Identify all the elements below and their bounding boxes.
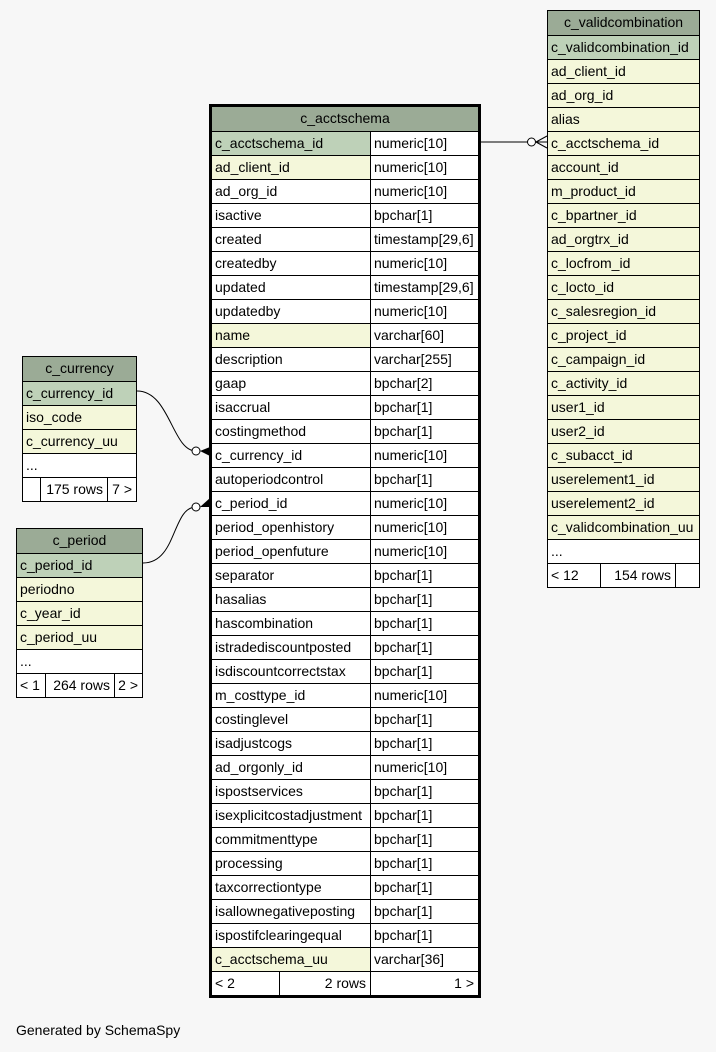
column-name: c_period_uu: [20, 629, 98, 645]
column-row[interactable]: [548, 539, 699, 563]
column-row[interactable]: [212, 563, 478, 587]
column-row[interactable]: [212, 179, 478, 203]
column-name: c_currency_id: [26, 385, 114, 401]
column-name: c_locfrom_id: [551, 255, 631, 271]
column-row[interactable]: [23, 381, 136, 405]
column-type: numeric[10]: [370, 156, 478, 179]
column-name: createdby: [215, 255, 277, 271]
column-name: ad_client_id: [215, 159, 290, 175]
table-footer: [212, 971, 478, 995]
column-name: istradediscountposted: [215, 639, 352, 655]
column-name: c_project_id: [551, 327, 627, 343]
column-row[interactable]: [548, 347, 699, 371]
column-name: userelement1_id: [551, 471, 655, 487]
row-count: 2 rows: [279, 972, 370, 995]
column-name: c_locto_id: [551, 279, 615, 295]
column-row[interactable]: [212, 731, 478, 755]
column-type: bpchar[1]: [370, 708, 478, 731]
column-name: account_id: [551, 159, 619, 175]
column-name: ...: [551, 543, 563, 559]
column-type: bpchar[1]: [370, 588, 478, 611]
table-header[interactable]: [17, 529, 142, 553]
column-name: name: [215, 327, 251, 343]
column-row[interactable]: [17, 577, 142, 601]
column-row[interactable]: [548, 227, 699, 251]
column-name: c_period_id: [20, 557, 93, 573]
column-row[interactable]: [212, 467, 478, 491]
column-type: numeric[10]: [370, 180, 478, 203]
column-row[interactable]: [212, 299, 478, 323]
column-type: bpchar[1]: [370, 396, 478, 419]
column-name: m_product_id: [551, 183, 636, 199]
column-name: separator: [215, 567, 275, 583]
column-row[interactable]: [212, 347, 478, 371]
column-name: processing: [215, 855, 283, 871]
fk-validcombination-acctschema-end-circle: [528, 138, 536, 146]
column-type: bpchar[1]: [370, 612, 478, 635]
column-name: description: [215, 351, 283, 367]
table-footer: [23, 477, 136, 501]
column-row[interactable]: [548, 395, 699, 419]
column-type: bpchar[1]: [370, 924, 478, 947]
column-row[interactable]: [212, 539, 478, 563]
column-name: period_openfuture: [215, 543, 329, 559]
row-count: 264 rows: [45, 674, 114, 697]
column-type: numeric[10]: [370, 444, 478, 467]
table-title: c_validcombination: [563, 14, 684, 30]
fk-acctschema-currency: [137, 391, 196, 451]
column-row[interactable]: [212, 923, 478, 947]
table-header[interactable]: [23, 357, 136, 381]
fk-acctschema-currency-end-circle: [192, 447, 200, 455]
column-type: numeric[10]: [370, 492, 478, 515]
table-c-acctschema[interactable]: [209, 104, 481, 998]
table-c-currency[interactable]: [22, 356, 137, 502]
column-list: [23, 381, 136, 477]
column-type: bpchar[1]: [370, 828, 478, 851]
children-link[interactable]: 1 >: [370, 972, 478, 995]
column-row[interactable]: [17, 553, 142, 577]
column-row[interactable]: [212, 155, 478, 179]
table-title: c_currency: [45, 360, 114, 376]
column-name: userelement2_id: [551, 495, 655, 511]
column-row[interactable]: [23, 429, 136, 453]
column-name: m_costtype_id: [215, 687, 306, 703]
column-row[interactable]: [212, 275, 478, 299]
row-count: 154 rows: [600, 564, 675, 587]
column-name: isdiscountcorrectstax: [215, 663, 346, 679]
table-c-validcombination[interactable]: [547, 10, 700, 588]
column-name: gaap: [215, 375, 247, 391]
table-title: c_period: [52, 532, 107, 548]
column-row[interactable]: [212, 419, 478, 443]
table-title: c_acctschema: [300, 110, 390, 126]
column-name: ...: [20, 653, 32, 669]
column-row[interactable]: [548, 323, 699, 347]
column-name: isadjustcogs: [215, 735, 293, 751]
column-row[interactable]: [212, 779, 478, 803]
parents-link[interactable]: < 12: [551, 567, 579, 583]
table-header[interactable]: [212, 107, 478, 131]
column-name: c_acctschema_uu: [215, 951, 328, 967]
column-row[interactable]: [212, 899, 478, 923]
column-row[interactable]: [212, 203, 478, 227]
column-name: c_currency_uu: [26, 433, 118, 449]
column-name: costinglevel: [215, 711, 289, 727]
column-row[interactable]: [23, 405, 136, 429]
column-type: bpchar[1]: [370, 804, 478, 827]
column-name: alias: [551, 111, 580, 127]
column-name: ...: [26, 457, 38, 473]
column-row[interactable]: [548, 107, 699, 131]
column-name: commitmenttype: [215, 831, 318, 847]
table-footer: [548, 563, 699, 587]
column-name: ad_client_id: [551, 63, 626, 79]
column-type: numeric[10]: [370, 516, 478, 539]
column-type: bpchar[1]: [370, 900, 478, 923]
column-row[interactable]: [212, 323, 478, 347]
column-row[interactable]: [548, 251, 699, 275]
column-name: c_acctschema_id: [215, 135, 324, 151]
column-name: costingmethod: [215, 423, 307, 439]
table-c-period[interactable]: [16, 528, 143, 698]
column-row[interactable]: [212, 491, 478, 515]
column-type: numeric[10]: [370, 300, 478, 323]
column-name: created: [215, 231, 262, 247]
column-list: [17, 553, 142, 673]
column-name: autoperiodcontrol: [215, 471, 324, 487]
column-type: varchar[60]: [370, 324, 478, 347]
column-row[interactable]: [212, 755, 478, 779]
column-row[interactable]: [548, 419, 699, 443]
column-type: bpchar[1]: [370, 420, 478, 443]
parents-link[interactable]: < 1: [20, 677, 40, 693]
column-type: bpchar[1]: [370, 732, 478, 755]
column-row[interactable]: [212, 803, 478, 827]
column-type: numeric[10]: [370, 756, 478, 779]
column-name: ad_org_id: [551, 87, 614, 103]
column-name: updatedby: [215, 303, 281, 319]
column-name: c_validcombination_id: [551, 39, 689, 55]
column-name: ad_orgtrx_id: [551, 231, 629, 247]
column-type: bpchar[1]: [370, 636, 478, 659]
column-type: varchar[36]: [370, 948, 478, 971]
column-name: isexplicitcostadjustment: [215, 807, 363, 823]
column-row[interactable]: [212, 587, 478, 611]
column-row[interactable]: [212, 635, 478, 659]
column-name: ad_org_id: [215, 183, 278, 199]
column-name: user2_id: [551, 423, 605, 439]
column-type: bpchar[1]: [370, 468, 478, 491]
column-type: varchar[255]: [370, 348, 478, 371]
column-row[interactable]: [548, 179, 699, 203]
column-name: c_period_id: [215, 495, 288, 511]
fk-acctschema-period: [143, 507, 196, 563]
parents-link[interactable]: [23, 478, 40, 501]
column-name: user1_id: [551, 399, 605, 415]
table-footer: [17, 673, 142, 697]
column-row[interactable]: [548, 275, 699, 299]
column-name: isaccrual: [215, 399, 271, 415]
parents-link[interactable]: < 2: [215, 975, 235, 991]
column-type: numeric[10]: [370, 684, 478, 707]
column-name: iso_code: [26, 409, 83, 425]
column-row[interactable]: [212, 827, 478, 851]
column-type: numeric[10]: [370, 252, 478, 275]
column-row[interactable]: [548, 83, 699, 107]
column-name: hasalias: [215, 591, 267, 607]
column-list: [212, 131, 478, 971]
column-row[interactable]: [212, 131, 478, 155]
column-row[interactable]: [548, 467, 699, 491]
column-row[interactable]: [548, 299, 699, 323]
column-name: c_validcombination_uu: [551, 519, 694, 535]
column-name: hascombination: [215, 615, 314, 631]
children-link[interactable]: 7 >: [107, 478, 136, 501]
table-header[interactable]: [548, 11, 699, 35]
column-row[interactable]: [17, 649, 142, 673]
column-row[interactable]: [212, 515, 478, 539]
column-row[interactable]: [548, 203, 699, 227]
column-row[interactable]: [548, 491, 699, 515]
column-type: bpchar[2]: [370, 372, 478, 395]
column-type: numeric[10]: [370, 132, 478, 155]
column-name: ad_orgonly_id: [215, 759, 303, 775]
column-name: ispostservices: [215, 783, 303, 799]
column-row[interactable]: [212, 611, 478, 635]
column-row[interactable]: [212, 251, 478, 275]
fk-acctschema-period-end-circle: [192, 503, 200, 511]
column-name: c_campaign_id: [551, 351, 646, 367]
column-row[interactable]: [17, 601, 142, 625]
column-row[interactable]: [212, 947, 478, 971]
column-row[interactable]: [23, 453, 136, 477]
column-name: c_subacct_id: [551, 447, 633, 463]
column-name: isactive: [215, 207, 262, 223]
column-row[interactable]: [548, 443, 699, 467]
column-row[interactable]: [212, 659, 478, 683]
column-type: bpchar[1]: [370, 660, 478, 683]
column-type: numeric[10]: [370, 540, 478, 563]
column-type: bpchar[1]: [370, 852, 478, 875]
column-row[interactable]: [212, 371, 478, 395]
column-name: c_currency_id: [215, 447, 303, 463]
fk-validcombination-acctschema-crowfoot: [536, 136, 547, 148]
generated-by-label: Generated by SchemaSpy: [16, 1022, 181, 1038]
column-type: timestamp[29,6]: [370, 228, 478, 251]
column-row[interactable]: [548, 59, 699, 83]
column-row[interactable]: [548, 131, 699, 155]
column-row[interactable]: [212, 707, 478, 731]
column-row[interactable]: [212, 395, 478, 419]
column-row[interactable]: [17, 625, 142, 649]
column-row[interactable]: [212, 227, 478, 251]
column-type: bpchar[1]: [370, 204, 478, 227]
column-row[interactable]: [548, 371, 699, 395]
column-name: c_year_id: [20, 605, 81, 621]
column-name: period_openhistory: [215, 519, 335, 535]
column-name: c_activity_id: [551, 375, 628, 391]
column-type: bpchar[1]: [370, 876, 478, 899]
column-name: ispostifclearingequal: [215, 927, 342, 943]
column-name: taxcorrectiontype: [215, 879, 322, 895]
column-type: bpchar[1]: [370, 780, 478, 803]
children-link[interactable]: [675, 564, 699, 587]
column-name: isallownegativeposting: [215, 903, 356, 919]
column-name: updated: [215, 279, 266, 295]
row-count: 175 rows: [40, 478, 107, 501]
column-type: bpchar[1]: [370, 564, 478, 587]
column-list: [548, 35, 699, 563]
column-type: timestamp[29,6]: [370, 276, 478, 299]
column-row[interactable]: [212, 875, 478, 899]
column-row[interactable]: [212, 683, 478, 707]
column-row[interactable]: [548, 35, 699, 59]
column-name: periodno: [20, 581, 75, 597]
column-row[interactable]: [548, 155, 699, 179]
column-row[interactable]: [548, 515, 699, 539]
column-row[interactable]: [212, 851, 478, 875]
column-name: c_acctschema_id: [551, 135, 660, 151]
column-row[interactable]: [212, 443, 478, 467]
children-link[interactable]: 2 >: [114, 674, 142, 697]
column-name: c_bpartner_id: [551, 207, 637, 223]
column-name: c_salesregion_id: [551, 303, 657, 319]
